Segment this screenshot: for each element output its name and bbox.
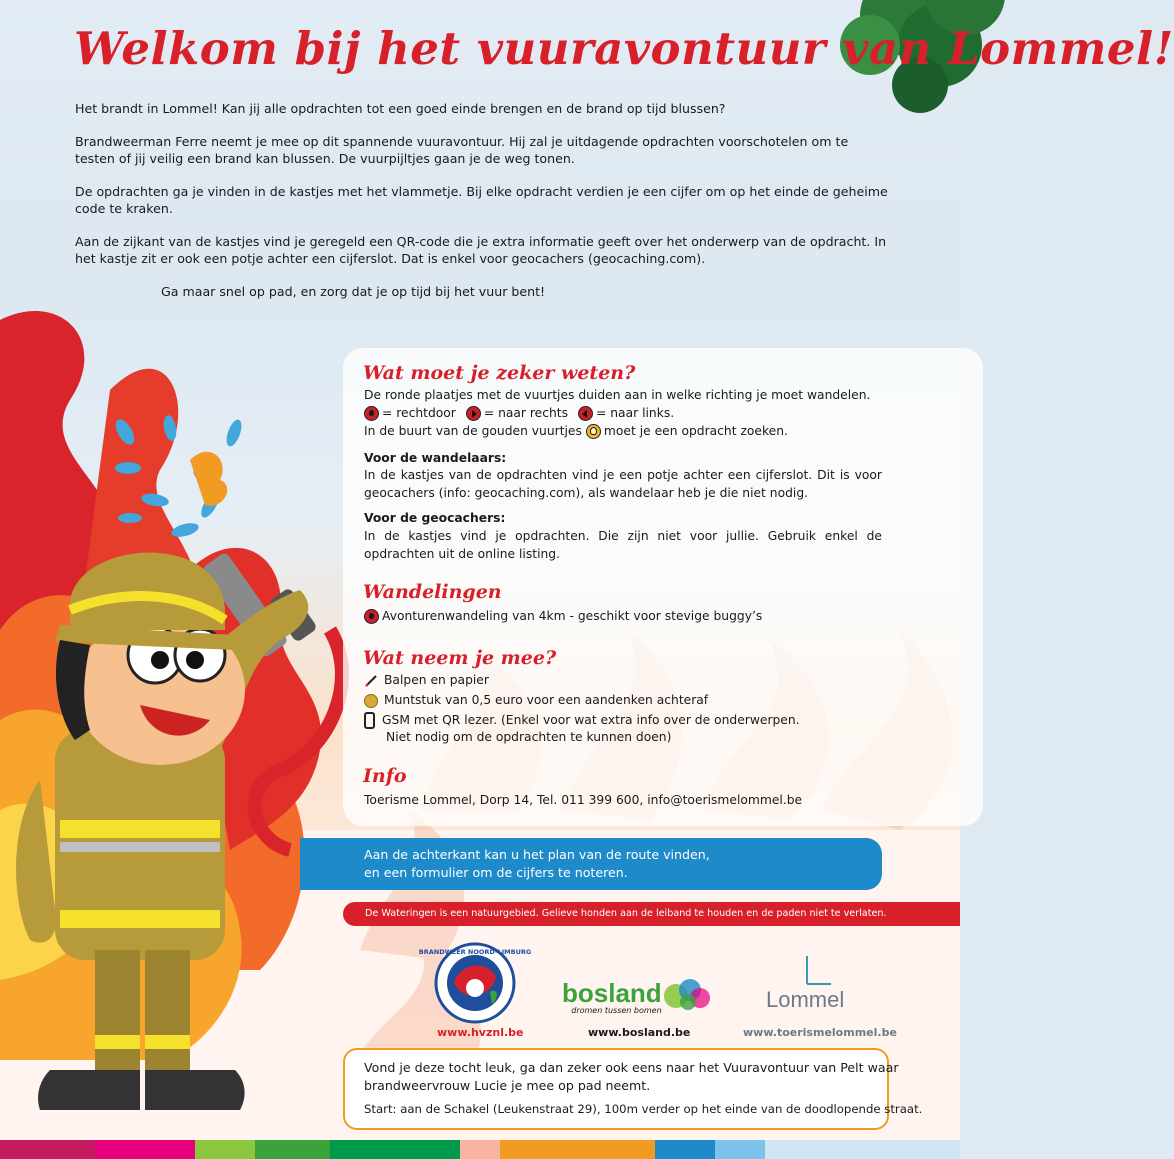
stripe: [0, 1140, 95, 1159]
wandelaars-text: In de kastjes van de opdrachten vind je een potje achter een cijferslot. Dit is voor geocachers (info: geocaching.com), als wandelaar heb je die niet nodig.: [364, 468, 882, 500]
pelt-tip-line: brandweervrouw Lucie je mee op pad neemt.: [364, 1077, 651, 1093]
info-title: Info: [363, 765, 407, 787]
flame-icon: [364, 609, 379, 624]
stripe: [715, 1140, 765, 1159]
bosland-logo: [562, 980, 662, 1015]
meenemen-title: Wat neem je mee?: [363, 647, 557, 669]
list-item: [364, 692, 708, 710]
intro-paragraph: Aan de zijkant van de kastjes vind je geregeld een QR-code die je extra informatie geeft over het onderwerp van de opdracht. In het kastje zit er ook een potje achter een cijferslot. Dat is enkel voor geocachers (geocaching.com).: [75, 233, 887, 266]
list-item-label: Balpen en papier: [384, 673, 489, 687]
bosland-url[interactable]: www.bosland.be: [588, 1026, 691, 1039]
bosland-wordmark: bosland: [562, 978, 662, 1008]
list-item-continuation: Niet nodig om de opdrachten te kunnen doen): [386, 730, 672, 744]
list-item: [364, 712, 800, 730]
route-plan-line: Aan de achterkant kan u het plan van de route vinden,: [364, 847, 710, 862]
pelt-start: Start: aan de Schakel (Leukenstraat 29), 100m verder op het einde van de doodlopende straat.: [364, 1102, 923, 1116]
color-stripes: [0, 1140, 960, 1159]
intro-closing: Ga maar snel op pad, en zorg dat je op tijd bij het vuur bent!: [161, 283, 546, 299]
list-item-label: Muntstuk van 0,5 euro voor een aandenken achteraf: [384, 693, 709, 707]
bosland-tagline: dromen tussen bomen: [571, 1006, 662, 1015]
directions-intro: De ronde plaatjes met de vuurtjes duiden aan in welke richting je moet wandelen.: [364, 388, 871, 402]
stripe: [765, 1140, 960, 1159]
intro-paragraph: Het brandt in Lommel! Kan jij alle opdrachten tot een goed einde brengen en de brand op tijd blussen?: [75, 101, 726, 116]
hvznl-logo: [418, 942, 532, 1024]
pelt-tip-line: Vond je deze tocht leuk, ga dan zeker ook eens naar het Vuuravontuur van Pelt waar: [364, 1060, 899, 1075]
legend-left: = naar links.: [596, 406, 675, 420]
nature-warning-text: De Wateringen is een natuurgebied. Gelieve honden aan de leiband te houden en de paden niet te verlaten.: [365, 908, 887, 919]
direction-legend: [364, 405, 674, 423]
walk-item-label: Avonturenwandeling van 4km - geschikt voor stevige buggy’s: [382, 609, 763, 623]
list-item-label: GSM met QR lezer. (Enkel voor wat extra info over de onderwerpen.: [382, 713, 800, 727]
gold-flame-icon: [586, 424, 601, 439]
gold-flame-post: moet je een opdracht zoeken.: [603, 424, 788, 438]
page-title: Welkom bij het vuuravontuur van Lommel!: [74, 22, 1174, 75]
stripe: [460, 1140, 500, 1159]
hvz-logo-ring-text: BRANDWEER NOORD-LIMBURG: [418, 948, 532, 956]
flame-straight-icon: [364, 406, 379, 421]
hvznl-url[interactable]: www.hvznl.be: [437, 1026, 524, 1039]
gold-flame-line: [364, 423, 788, 441]
bosland-circles-icon: [662, 976, 712, 1012]
stripe: [195, 1140, 255, 1159]
gold-flame-pre: In de buurt van de gouden vuurtjes: [364, 424, 582, 438]
stripe: [500, 1140, 655, 1159]
lommel-url[interactable]: www.toerismelommel.be: [743, 1026, 897, 1039]
geocachers-text: In de kastjes vind je opdrachten. Die zijn niet voor jullie. Gebruik enkel de opdrachten uit de online listing.: [364, 529, 882, 561]
stripe: [255, 1140, 330, 1159]
wandelaars-heading: Voor de wandelaars:: [364, 451, 507, 465]
phone-icon: [364, 712, 375, 729]
pen-icon: [364, 674, 378, 688]
pelt-tip-text: [364, 1059, 899, 1094]
info-contact: Toerisme Lommel, Dorp 14, Tel. 011 399 600, info@toerismelommel.be: [364, 793, 803, 807]
intro-paragraph: De opdrachten ga je vinden in de kastjes met het vlammetje. Bij elke opdracht verdien je een cijfer om op het einde de geheime code te kraken.: [75, 183, 888, 216]
wandelingen-title: Wandelingen: [363, 581, 502, 603]
walk-item: [364, 608, 762, 626]
intro-paragraph: Brandweerman Ferre neemt je mee op dit spannende vuuravontuur. Hij zal je uitdagende opdrachten voorschotelen om te testen of jij veilig een brand kan blussen. De vuurpijltjes gaan je de weg tonen.: [75, 133, 849, 166]
flame-left-icon: [578, 406, 593, 421]
coin-icon: [364, 694, 378, 708]
legend-right: = naar rechts: [483, 406, 569, 420]
route-plan-line: en een formulier om de cijfers te noteren.: [364, 864, 628, 880]
intro-text: [75, 100, 890, 315]
lommel-logo-mark: [795, 954, 835, 988]
firefighter-illustration: [0, 520, 345, 1130]
legend-straight: = rechtdoor: [382, 406, 456, 420]
stripe: [330, 1140, 460, 1159]
stripe: [95, 1140, 195, 1159]
lommel-wordmark: Lommel: [766, 987, 845, 1012]
geocachers-heading: Voor de geocachers:: [364, 511, 506, 525]
weten-title: Wat moet je zeker weten?: [363, 362, 636, 384]
flame-right-icon: [466, 406, 481, 421]
stripe: [655, 1140, 715, 1159]
list-item: [364, 672, 489, 690]
route-plan-text: [364, 846, 710, 881]
